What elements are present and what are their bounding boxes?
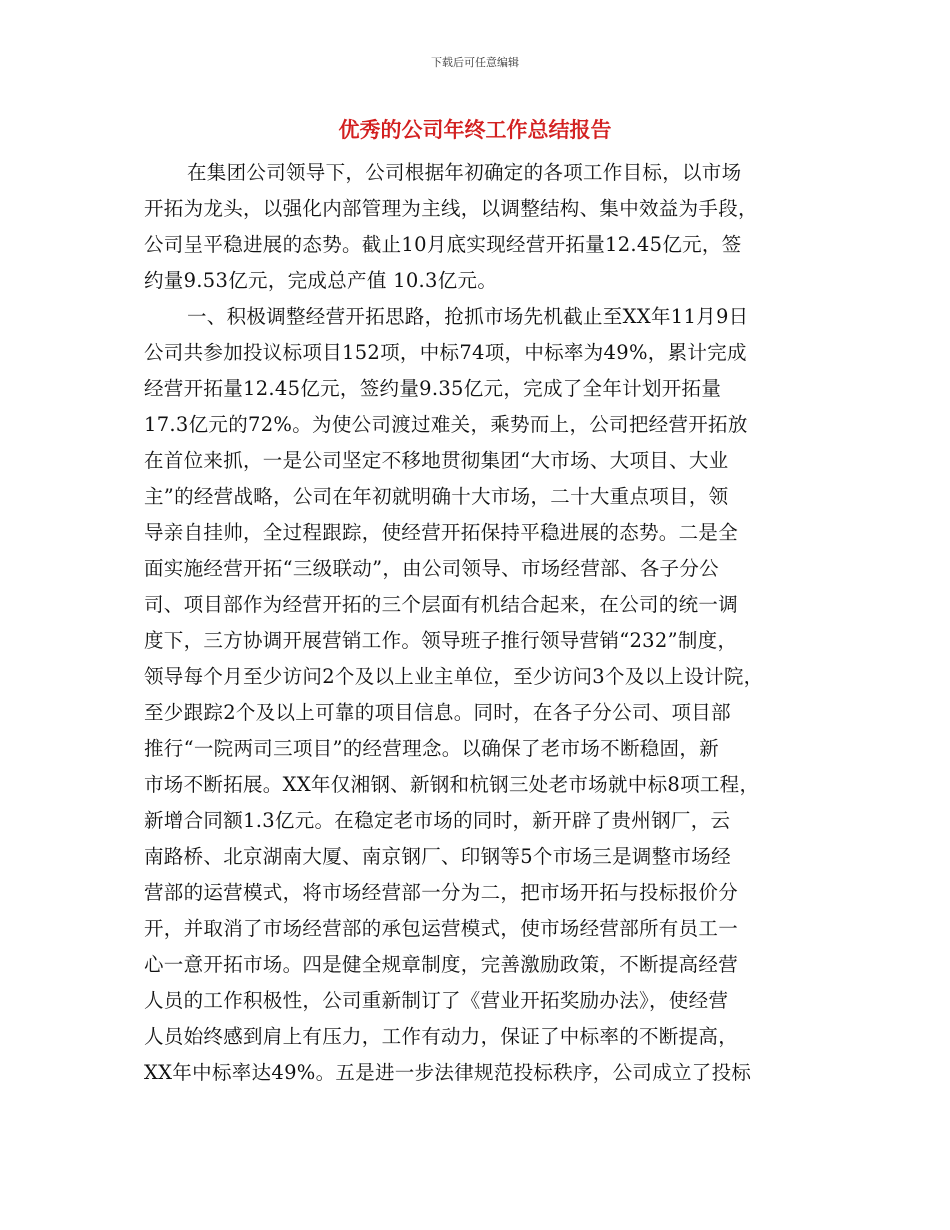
body-line: 约量9.53亿元，完成总产值 10.3亿元。 bbox=[144, 269, 498, 292]
body-line: 推行“一院两司三项目”的经营理念。以确保了老市场不断稳固，新 bbox=[144, 737, 719, 760]
body-line: 主”的经营战略，公司在年初就明确十大市场，二十大重点项目，领 bbox=[144, 485, 729, 508]
body-line: XX年中标率达49%。五是进一步法律规范投标秩序，公司成立了投标 bbox=[144, 1061, 752, 1084]
body-line: 新增合同额1.3亿元。在稳定老市场的同时，新开辟了贵州钢厂，云 bbox=[144, 809, 731, 832]
body-line: 至少跟踪2个及以上可靠的项目信息。同时，在各子分公司、项目部 bbox=[144, 701, 731, 724]
body-line: 在首位来抓，一是公司坚定不移地贯彻集团“大市场、大项目、大业 bbox=[144, 449, 729, 472]
body-line: 面实施经营开拓“三级联动”，由公司领导、市场经营部、各子分公 bbox=[144, 557, 719, 580]
body-line: 公司共参加投议标项目152项，中标74项，中标率为49%，累计完成 bbox=[144, 341, 747, 364]
body-line: 开，并取消了市场经营部的承包运营模式，使市场经营部所有员工一 bbox=[144, 917, 739, 940]
document-title: 优秀的公司年终工作总结报告 bbox=[338, 118, 612, 142]
body-line: 营部的运营模式，将市场经营部一分为二，把市场开拓与投标报价分 bbox=[144, 881, 739, 904]
body-line: 导亲自挂帅，全过程跟踪，使经营开拓保持平稳进展的态势。二是全 bbox=[144, 521, 739, 544]
body-line: 经营开拓量12.45亿元，签约量9.35亿元，完成了全年计划开拓量 bbox=[144, 377, 722, 400]
body-line: 在集团公司领导下，公司根据年初确定的各项工作目标，以市场 bbox=[187, 161, 742, 184]
body-line: 领导每个月至少访问2个及以上业主单位，至少访问3个及以上设计院， bbox=[144, 665, 764, 688]
body-line: 心一意开拓市场。四是健全规章制度，完善激励政策，不断提高经营 bbox=[144, 953, 739, 976]
body-line: 人员始终感到肩上有压力，工作有动力，保证了中标率的不断提高， bbox=[144, 1025, 739, 1048]
header-note: 下载后可任意编辑 bbox=[431, 56, 519, 69]
body-line: 南路桥、北京湖南大厦、南京钢厂、印钢等5个市场三是调整市场经 bbox=[144, 845, 731, 868]
body-line: 人员的工作积极性，公司重新制订了《营业开拓奖励办法》，使经营 bbox=[144, 989, 729, 1012]
body-line: 公司呈平稳进展的态势。截止10月底实现经营开拓量12.45亿元，签 bbox=[144, 233, 742, 256]
body-line: 开拓为龙头，以强化内部管理为主线，以调整结构、集中效益为手段， bbox=[144, 197, 758, 220]
body-line: 度下，三方协调开展营销工作。领导班子推行领导营销“232”制度， bbox=[144, 629, 738, 652]
body-line: 市场不断拓展。XX年仅湘钢、新钢和杭钢三处老市场就中标8项工程， bbox=[144, 773, 760, 796]
body-line: 一、积极调整经营开拓思路，抢抓市场先机截止至XX年11月9日 bbox=[187, 305, 749, 328]
body-line: 17.3亿元的72%。为使公司渡过难关，乘势而上，公司把经营开拓放 bbox=[144, 413, 748, 436]
body-line: 司、项目部作为经营开拓的三个层面有机结合起来，在公司的统一调 bbox=[144, 593, 739, 616]
